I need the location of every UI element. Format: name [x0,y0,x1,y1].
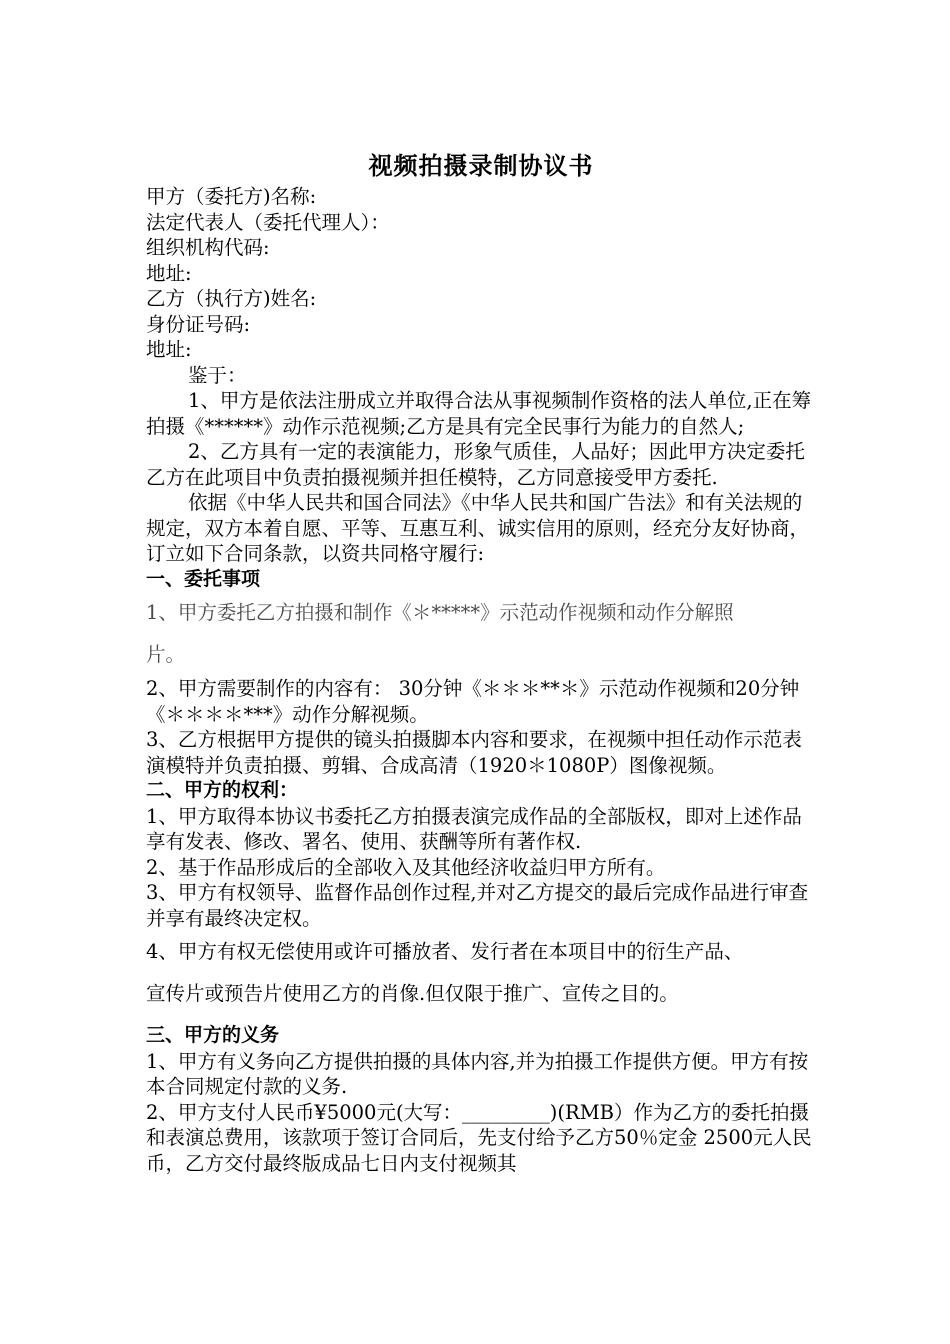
section-2-item-1: 1、甲方取得本协议书委托乙方拍摄表演完成作品的全部版权，即对上述作品享有发表、修改、署名、使用、获酬等所有著作权. [146,804,802,853]
preamble-item-2: 2、乙方具有一定的表演能力，形象气质佳，人品好；因此甲方决定委托乙方在此项目中负责拍摄视频并担任模特，乙方同意接受甲方委托. [146,440,805,489]
section-3-heading: 三、甲方的义务 [146,1024,280,1046]
section-1-heading: 一、委托事项 [146,567,261,590]
party-b-id-label: 身份证号码: [146,312,251,336]
document-body [146,150,816,1176]
section-2-item-3: 3、甲方有权领导、监督作品创作过程,并对乙方提交的最后完成作品进行审查并享有最终决定权。 [146,881,809,930]
section-1-item-2: 2、甲方需要制作的内容有： 30分钟《＊＊＊**＊》示范动作视频和20分钟《＊＊＊＊***》动作分解视频。 [146,677,800,726]
section-3-item-2: 2、甲方支付人民币¥5000元(大写：_________)(RMB）作为乙方的委托拍摄和表演总费用，该款项于签订合同后，先支付给予乙方50％定金 2500元人民币，乙方交付最终版成品七日内支付视频其 [146,1100,812,1175]
party-a-address-label: 地址: [146,261,192,285]
section-1-item-3: 3、乙方根据甲方提供的镜头拍摄脚本内容和要求，在视频中担任动作示范表演模特并负责拍摄、剪辑、合成高清（1920＊1080P）图像视频。 [146,728,802,777]
section-2-item-4-line-2: 宣传片或预告片使用乙方的肖像.但仅限于推广、宣传之目的。 [146,982,679,1005]
party-b-address-label: 地址: [146,338,192,361]
section-spacer [146,1015,816,1023]
preamble-basis: 依据《中华人民共和国合同法》《中华人民共和国广告法》和有关法规的规定，双方本着自愿、平等、互惠互利、诚实信用的原则，经充分友好协商，订立如下合同条款，以资共同格守履行: [146,491,810,565]
preamble-whereas: 鉴于： [188,363,247,387]
party-a-org-code-label: 组织机构代码: [146,236,270,259]
section-1-item-1-line-2: 片。 [146,643,186,666]
document-title: 视频拍摄录制协议书 [368,152,594,180]
section-3-item-1: 1、甲方有义务向乙方提供拍摄的具体内容,并为拍摄工作提供方便。甲方有按本合同规定付款的义务. [146,1049,809,1098]
preamble-item-1: 1、甲方是依法注册成立并取得合法从事视频制作资格的法人单位,正在筹拍摄《******》动作示范视频;乙方是具有完全民事行为能力的自然人; [146,389,812,438]
section-1-item-1-line-1: 1、甲方委托乙方拍摄和制作《＊*****》示范动作视频和动作分解照 [146,601,734,624]
section-2-item-4-line-1: 4、甲方有权无偿使用或许可播放者、发行者在本项目中的衍生产品、 [146,940,744,963]
party-a-legal-rep-label: 法定代表人（委托代理人）： [146,210,390,234]
section-2-item-2: 2、基于作品形成后的全部收入及其他经济收益归甲方所有。 [146,855,666,879]
section-2-heading: 二、甲方的权利： [146,779,299,801]
party-b-name-label: 乙方（执行方)姓名: [146,287,317,310]
party-a-name-label: 甲方（委托方)名称: [146,185,317,208]
